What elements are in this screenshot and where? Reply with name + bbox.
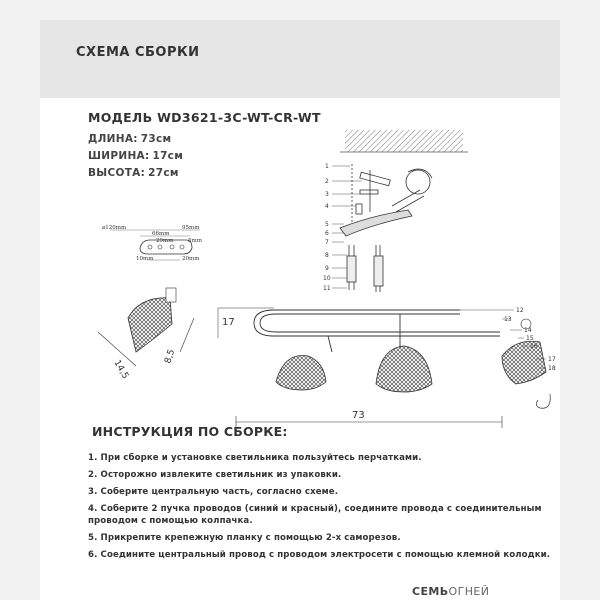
dim-a: 95mm	[182, 225, 200, 231]
dim-d: 5mm	[188, 238, 202, 244]
header-band	[40, 20, 560, 98]
part-17: 17	[548, 356, 556, 363]
brand-part1: СЕМЬ	[412, 585, 449, 598]
shade-left	[276, 356, 326, 390]
part-12: 12	[516, 307, 524, 314]
dim-shade-depth: 8,5	[163, 348, 178, 365]
manual-page	[40, 20, 560, 600]
part-16: 16	[530, 343, 538, 350]
spec-length-label: ДЛИНА:	[88, 133, 138, 145]
part-18: 18	[548, 365, 556, 372]
spec-length-value: 73см	[140, 133, 172, 145]
part-10: 10	[323, 275, 331, 282]
exploded-parts	[340, 164, 432, 292]
dim-total-length: 73	[352, 410, 365, 421]
switch-cord	[536, 394, 550, 408]
spec-height-label: ВЫСОТА:	[88, 167, 146, 179]
brand-logo	[412, 585, 489, 598]
dim-frame-depth: 17	[222, 317, 235, 328]
model-name: МОДЕЛЬ WD3621-3C-WT-CR-WT	[88, 110, 321, 125]
spec-width-value: 17см	[152, 150, 184, 162]
part-5: 5	[325, 221, 329, 228]
page-title: СХЕМА СБОРКИ	[76, 45, 200, 60]
part-11: 11	[323, 285, 331, 292]
dim-c: 29mm	[156, 238, 174, 244]
instructions-list	[88, 452, 558, 566]
part-13: 13	[504, 316, 512, 323]
dim-f: 20mm	[182, 256, 200, 262]
part-6: 6	[325, 230, 329, 237]
instruction-step: 2. Осторожно извлеките светильник из упаковки.	[88, 470, 342, 480]
assembly-diagram	[40, 120, 560, 430]
part-14: 14	[524, 327, 532, 334]
shade-right	[502, 341, 546, 384]
part-15: 15	[526, 335, 534, 342]
part-8: 8	[325, 252, 329, 259]
part-labels-left	[323, 163, 331, 292]
part-1: 1	[325, 163, 329, 170]
shade-side-view	[98, 288, 194, 366]
dim-e: 10mm	[136, 256, 154, 262]
part-2: 2	[325, 178, 329, 185]
dim-shade-height: 14,5	[111, 358, 131, 381]
spec-width-label: ШИРИНА:	[88, 150, 150, 162]
ceiling-hatch	[345, 130, 463, 152]
main-frame	[254, 310, 500, 352]
instruction-step: 4. Соберите 2 пучка проводов (синий и красный), соедините провода с соединительным проводом с помощью колпачка.	[88, 504, 542, 526]
dim-b: 66mm	[152, 231, 170, 237]
part-7: 7	[325, 239, 329, 246]
instructions-title: ИНСТРУКЦИЯ ПО СБОРКЕ:	[92, 424, 288, 439]
part-9: 9	[325, 265, 329, 272]
instruction-step: 6. Соедините центральный провод с проводом электросети с помощью клемной колодки.	[88, 550, 551, 560]
instruction-step: 5. Прикрепите крепежную планку с помощью 2-х саморезов.	[88, 533, 401, 543]
shade-center	[376, 346, 432, 392]
instruction-step: 1. При сборке и установке светильника пользуйтесь перчатками.	[88, 453, 422, 463]
instruction-step: 3. Соберите центральную часть, согласно схеме.	[88, 487, 339, 497]
brand-part2: ОГНЕЙ	[448, 585, 490, 598]
spec-height-value: 27см	[148, 167, 179, 179]
part-4: 4	[325, 203, 329, 210]
part-3: 3	[325, 191, 329, 198]
dim-outer: ⌀120mm	[102, 225, 127, 231]
